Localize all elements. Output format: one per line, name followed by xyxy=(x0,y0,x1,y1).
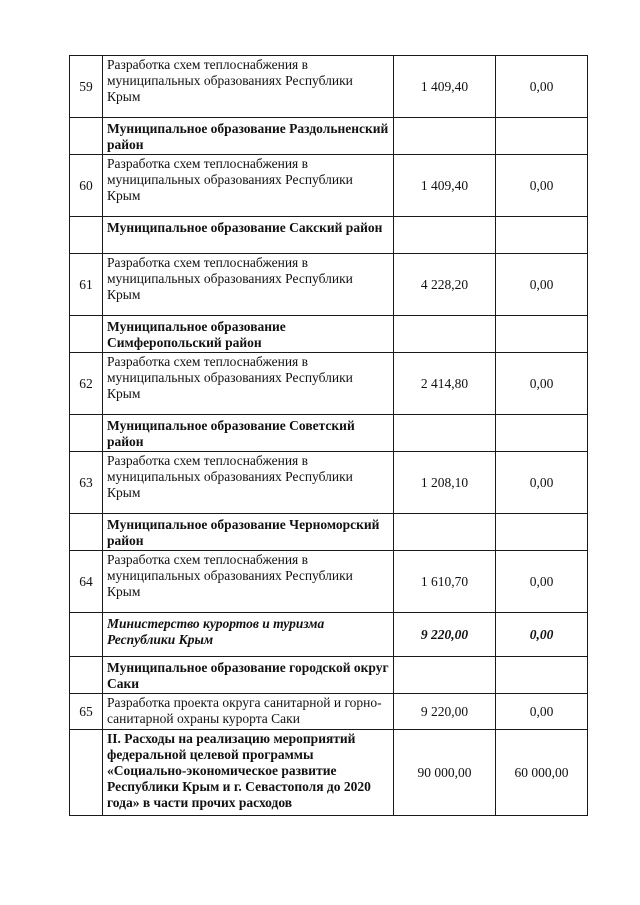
row-number xyxy=(70,657,103,694)
table-row xyxy=(70,118,588,155)
row-number: 60 xyxy=(70,155,103,217)
total-section-name: II. Расходы на реализацию мероприятий федеральной целевой программы «Социально-экономическое развитие Республики Крым и г. Севастополя до 2020 года» в части прочих расходов xyxy=(103,730,394,816)
row-amount-2: 0,00 xyxy=(496,551,588,613)
row-amount-2: 0,00 xyxy=(496,56,588,118)
row-number xyxy=(70,217,103,254)
row-amount-1 xyxy=(394,514,496,551)
section-name: Муниципальное образование Симферопольский район xyxy=(103,316,394,353)
total-amount-1: 90 000,00 xyxy=(394,730,496,816)
row-number: 63 xyxy=(70,452,103,514)
row-amount-1: 1 409,40 xyxy=(394,56,496,118)
section-name: Муниципальное образование Раздольненский район xyxy=(103,118,394,155)
table-row xyxy=(70,254,588,316)
row-number xyxy=(70,613,103,657)
ministry-name: Министерство курортов и туризма Республики Крым xyxy=(103,613,394,657)
row-amount-2 xyxy=(496,415,588,452)
row-amount-1 xyxy=(394,415,496,452)
row-name: Разработка схем теплоснабжения в муниципальных образованиях Республики Крым xyxy=(103,155,394,217)
row-number: 61 xyxy=(70,254,103,316)
row-number xyxy=(70,415,103,452)
row-amount-2 xyxy=(496,514,588,551)
row-amount-1: 2 414,80 xyxy=(394,353,496,415)
row-number: 64 xyxy=(70,551,103,613)
budget-table xyxy=(69,55,588,816)
section-name: Муниципальное образование Черноморский район xyxy=(103,514,394,551)
section-name: Муниципальное образование Сакский район xyxy=(103,217,394,254)
table-row xyxy=(70,217,588,254)
table-row xyxy=(70,155,588,217)
table-row xyxy=(70,353,588,415)
row-amount-1 xyxy=(394,657,496,694)
table-row xyxy=(70,56,588,118)
row-name: Разработка проекта округа санитарной и горно-санитарной охраны курорта Саки xyxy=(103,694,394,730)
row-amount-1: 9 220,00 xyxy=(394,694,496,730)
table-row xyxy=(70,452,588,514)
row-name: Разработка схем теплоснабжения в муниципальных образованиях Республики Крым xyxy=(103,353,394,415)
row-amount-2 xyxy=(496,316,588,353)
row-amount-2: 0,00 xyxy=(496,694,588,730)
ministry-amount-1: 9 220,00 xyxy=(394,613,496,657)
table-row xyxy=(70,730,588,816)
row-name: Разработка схем теплоснабжения в муниципальных образованиях Республики Крым xyxy=(103,56,394,118)
ministry-amount-2: 0,00 xyxy=(496,613,588,657)
total-amount-2: 60 000,00 xyxy=(496,730,588,816)
row-number xyxy=(70,514,103,551)
section-name: Муниципальное образование Советский район xyxy=(103,415,394,452)
row-number xyxy=(70,316,103,353)
row-amount-1 xyxy=(394,316,496,353)
row-name: Разработка схем теплоснабжения в муниципальных образованиях Республики Крым xyxy=(103,254,394,316)
table-row xyxy=(70,316,588,353)
table-row xyxy=(70,415,588,452)
table-row xyxy=(70,613,588,657)
row-amount-1: 4 228,20 xyxy=(394,254,496,316)
row-amount-2: 0,00 xyxy=(496,155,588,217)
row-amount-1 xyxy=(394,118,496,155)
row-amount-1: 1 208,10 xyxy=(394,452,496,514)
row-amount-2 xyxy=(496,118,588,155)
table-row xyxy=(70,657,588,694)
row-name: Разработка схем теплоснабжения в муниципальных образованиях Республики Крым xyxy=(103,551,394,613)
row-amount-2 xyxy=(496,217,588,254)
row-amount-2: 0,00 xyxy=(496,452,588,514)
row-number: 65 xyxy=(70,694,103,730)
table-row xyxy=(70,514,588,551)
table-row xyxy=(70,551,588,613)
table-row xyxy=(70,694,588,730)
row-name: Разработка схем теплоснабжения в муниципальных образованиях Республики Крым xyxy=(103,452,394,514)
row-number xyxy=(70,118,103,155)
row-amount-2: 0,00 xyxy=(496,254,588,316)
row-number xyxy=(70,730,103,816)
row-amount-2: 0,00 xyxy=(496,353,588,415)
row-amount-1: 1 409,40 xyxy=(394,155,496,217)
row-amount-2 xyxy=(496,657,588,694)
row-number: 59 xyxy=(70,56,103,118)
row-number: 62 xyxy=(70,353,103,415)
row-amount-1 xyxy=(394,217,496,254)
row-amount-1: 1 610,70 xyxy=(394,551,496,613)
section-name: Муниципальное образование городской округ Саки xyxy=(103,657,394,694)
